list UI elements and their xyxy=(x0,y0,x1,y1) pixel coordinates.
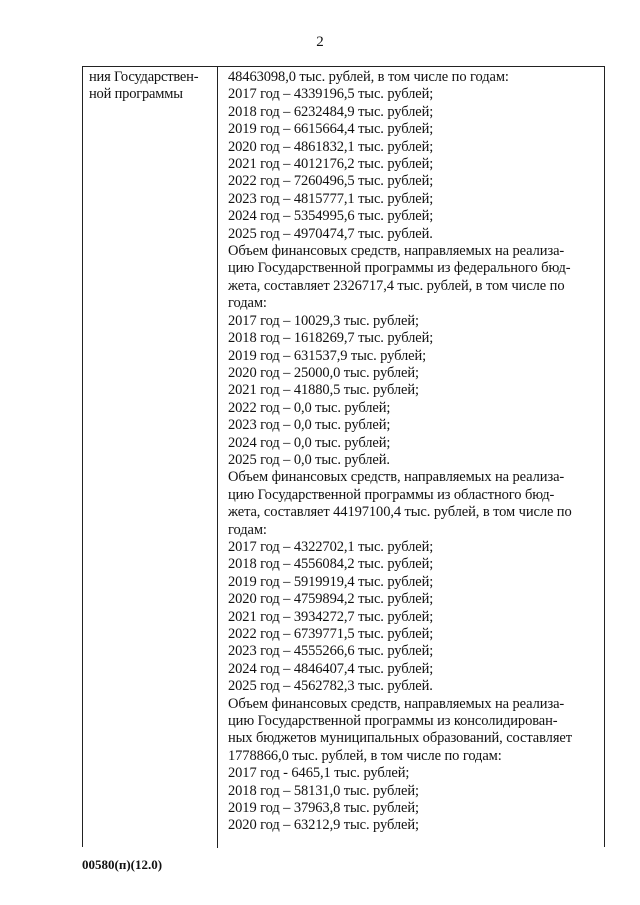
regional-year-line: 2022 год – 6739771,5 тыс. рублей; xyxy=(228,626,434,642)
regional-year-line: 2024 год – 4846407,4 тыс. рублей; xyxy=(228,660,434,677)
federal-year-line: 2024 год – 0,0 тыс. рублей; xyxy=(228,434,391,451)
regional-year-line: 2020 год – 4759894,2 тыс. рублей; xyxy=(228,591,434,608)
federal-paragraph xyxy=(228,243,601,313)
regional-year-line: 2019 год – 5919919,4 тыс. рублей; xyxy=(228,573,434,590)
total-funding-line: 48463098,0 тыс. рублей, в том числе по годам: xyxy=(228,69,509,85)
total-year-line: 2025 год – 4970474,7 тыс. рублей. xyxy=(228,225,433,242)
municipal-year-line: 2019 год – 37963,8 тыс. рублей; xyxy=(228,800,419,817)
total-years-list xyxy=(228,86,601,243)
total-year-line: 2020 год – 4861832,1 тыс. рублей; xyxy=(228,138,434,155)
municipal-years-list xyxy=(228,765,601,835)
federal-paragraph-line: годам: xyxy=(228,295,267,312)
regional-year-line: 2021 год – 3934272,7 тыс. рублей; xyxy=(228,608,434,625)
regional-year-line: 2025 год – 4562782,3 тыс. рублей. xyxy=(228,678,433,695)
municipal-paragraph-line: цию Государственной программы из консолидирован- xyxy=(228,713,558,730)
federal-year-line: 2021 год – 41880,5 тыс. рублей; xyxy=(228,382,419,399)
page-number: 2 xyxy=(316,34,324,50)
federal-years-list xyxy=(228,313,601,470)
regional-year-line: 2018 год – 4556084,2 тыс. рублей; xyxy=(228,556,434,573)
federal-paragraph-line: жета, составляет 2326717,4 тыс. рублей, в том числе по xyxy=(228,277,565,294)
regional-years-list xyxy=(228,539,601,696)
row-label-line-2: ной программы xyxy=(89,86,183,103)
total-year-line: 2019 год – 6615664,4 тыс. рублей; xyxy=(228,121,434,138)
municipal-paragraph-line: ных бюджетов муниципальных образований, составляет xyxy=(228,730,572,747)
federal-year-line: 2020 год – 25000,0 тыс. рублей; xyxy=(228,364,419,381)
federal-year-line: 2025 год – 0,0 тыс. рублей. xyxy=(228,451,390,468)
column-divider xyxy=(217,67,218,848)
regional-paragraph xyxy=(228,469,601,539)
federal-year-line: 2017 год – 10029,3 тыс. рублей; xyxy=(228,312,419,329)
total-year-line: 2022 год – 7260496,5 тыс. рублей; xyxy=(228,173,434,190)
federal-year-line: 2022 год – 0,0 тыс. рублей; xyxy=(228,399,391,416)
document-code: 00580(п)(12.0) xyxy=(82,857,163,872)
regional-year-line: 2023 год – 4555266,6 тыс. рублей; xyxy=(228,643,434,660)
total-year-line: 2024 год – 5354995,6 тыс. рублей; xyxy=(228,208,434,225)
federal-year-line: 2023 год – 0,0 тыс. рублей; xyxy=(228,417,391,434)
row-label-cell xyxy=(89,69,215,104)
regional-paragraph-line: Объем финансовых средств, направляемых на реализа- xyxy=(228,469,565,486)
federal-year-line: 2018 год – 1618269,7 тыс. рублей; xyxy=(228,330,434,347)
total-year-line: 2018 год – 6232484,9 тыс. рублей; xyxy=(228,103,434,120)
municipal-year-line: 2020 год – 63212,9 тыс. рублей; xyxy=(228,817,419,834)
total-year-line: 2017 год – 4339196,5 тыс. рублей; xyxy=(228,86,434,103)
total-year-line: 2023 год – 4815777,1 тыс. рублей; xyxy=(228,190,434,207)
regional-paragraph-line: цию Государственной программы из областного бюд- xyxy=(228,486,555,503)
municipal-paragraph-line: Объем финансовых средств, направляемых на реализа- xyxy=(228,695,565,712)
federal-paragraph-line: Объем финансовых средств, направляемых на реализа- xyxy=(228,243,565,260)
regional-year-line: 2017 год – 4322702,1 тыс. рублей; xyxy=(228,538,434,555)
municipal-paragraph-line: 1778866,0 тыс. рублей, в том числе по годам: xyxy=(228,747,502,764)
municipal-year-line: 2018 год – 58131,0 тыс. рублей; xyxy=(228,782,419,799)
municipal-year-line: 2017 год - 6465,1 тыс. рублей; xyxy=(228,765,410,782)
federal-paragraph-line: цию Государственной программы из федерального бюд- xyxy=(228,260,571,277)
program-table xyxy=(82,66,605,847)
regional-paragraph-line: жета, составляет 44197100,4 тыс. рублей, в том числе по xyxy=(228,504,572,521)
row-label-line-1: ния Государствен- xyxy=(89,69,199,85)
regional-paragraph-line: годам: xyxy=(228,521,267,538)
total-year-line: 2021 год – 4012176,2 тыс. рублей; xyxy=(228,156,434,173)
row-value-cell xyxy=(228,69,601,835)
municipal-paragraph xyxy=(228,696,601,766)
federal-year-line: 2019 год – 631537,9 тыс. рублей; xyxy=(228,347,427,364)
